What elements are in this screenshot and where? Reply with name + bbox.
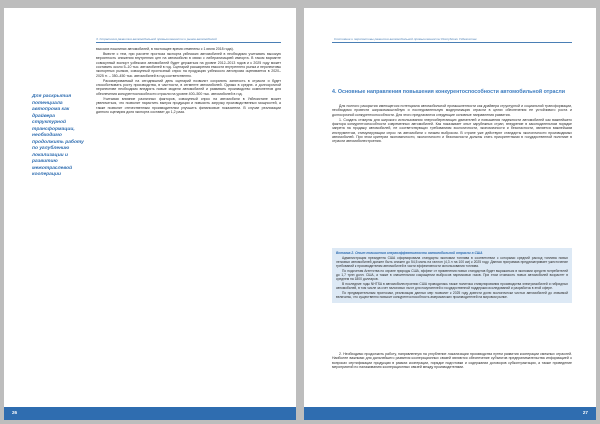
left-paragraph: высоких пошлинах автомобилей, в настоящее время отменены с 1 июля 2018 года). xyxy=(96,47,234,51)
left-paragraph: Вместе с тем, при расчете прогноза экспорта узбекских автомобилей в необходимо учитывать высокую вероятность снижения внутренних цен на автомобили в связи с либерализацией импорта. В таком варианте совокупный экспорт узбекских автомобилей будет держаться на уровне 2012–2013 годов и к 2025 году может составить около 5–10 тыс. автомобилей в год. Сценарий расширения емкости внутреннего рынка и перспективы экспортных рынков, совокупный прогнозный спрос на продукцию узбекского автопрома оценивается в 2020–2025 гг. – 350–450 тыс. автомобилей в год соответственно. xyxy=(96,52,281,78)
sidebar-quote: Для раскрытия потенциала автопрома как драйвера структурной трансформации, необходимо продолжить работу по углублению локализации и развитию межотраслевой кооперации xyxy=(32,94,84,177)
right-paragraph: 2. Необходимо продолжить работу, направленную на углубление локализации производства путем развития кооперации смежных отраслей. Наиболее важными для дальнейшего развития кооперационных связей являются обеспечение субъектов предпринимательства информацией о вопросах сертификации продукции в рамках кооперации, порядке подготовки и содержании договоров субконтрактации, а также проведение мероприятий по налаживанию кооперационных связей между производителями. xyxy=(332,352,572,369)
info-box xyxy=(332,248,572,303)
left-page-tab xyxy=(4,407,296,420)
right-page xyxy=(304,8,596,420)
left-page xyxy=(4,8,296,420)
left-header-rule xyxy=(96,42,281,43)
right-paragraph: Для полного раскрытия имеющегося потенциала автомобильной промышленности как драйвера структурной и социальной трансформации, необходимо провести широкомасштабную и последовательную модернизацию отрасли в целях обеспечения ее устойчивого роста и долгосрочной конкурентоспособности. Для этого предлагаются следующие основные направления развития. xyxy=(332,104,572,117)
right-bottom-text xyxy=(332,352,572,369)
right-header-rule xyxy=(332,42,572,43)
left-page-number: 26 xyxy=(12,410,18,415)
right-running-head: Состояние и перспективы развития автомобильной промышленности Республики Узбекистан xyxy=(334,37,477,41)
section-title: 4. Основные направления повышения конкурентоспособности автомобильной отрасли xyxy=(332,89,566,95)
info-box-paragraph: Администрация президента США сформировала стандарты экономии топлива в соответствии с которыми средний расход топлива новых легковых автомобилей должен быть снижен до 54,5 миль на галлон (4,3 л на 100 км) к 2025 году. Данная программа предусматривает ужесточение требований к производителям автомобилей в части эффективности использования топлива. xyxy=(336,256,568,269)
info-box-paragraph: В последние годы NHTSA в автомобилестроении США проводилась также политика стимулирования производства электромобилей и гибридных автомобилей, в том числе за счет налоговых льгот для покупателей и государственной поддержки исследований и разработок в этой сфере. xyxy=(336,282,568,291)
right-page-tab xyxy=(304,407,596,420)
left-paragraph: Учитывая влияние различных факторов, совокупный спрос на автомобили в Узбекистане может увеличиться, что позволит нарастить выпуск продукции и повысить загрузку производственных мощностей, а также позволит отечественным производителям улучшить финансовые показатели. В случае реализации данного сценария доля экспорта составит до 1,2 раза. xyxy=(96,96,281,114)
info-box-paragraph: По предварительным прогнозам, реализация данных мер позволит к 2025 году довести долю экологически чистых автомобилей до значимой величины, что существенно повысит конкурентоспособность американских производителей на мировом рынке. xyxy=(336,291,568,300)
right-page-number: 27 xyxy=(582,410,588,415)
right-body-text xyxy=(332,104,572,144)
info-box-paragraph: По подсчетам Агентства по охране природы США, эффект от применения новых стандартов будет выражаться в экономии средств потребителей до 1,7 трлн долл. США, а также в значительном сокращении выбросов парниковых газов. При этом стоимость новых автомобилей возрастет в среднем на 1800 долларов. xyxy=(336,269,568,282)
left-paragraph: Рассматриваемый на сегодняшний день сценарий позволит сохранить занятость в отрасли и будет способствовать росту производства, в частности, в сегменте автомобилей. Однако в средне- и долгосрочной перспективе необходимо внедрять новые модели автомобилей и развивать производство компонентов для обеспечения конкурентоспособности отрасли на уровне 400–500 тыс. автомобилей в год. xyxy=(96,78,281,96)
right-paragraph: 1. Создать стимулы для широкого использования энергосберегающих двигателей и повышения надежности автомобилей как важнейшего фактора конкурентоспособности современных автомобилей. Как показывает опыт зарубежных стран, внедрение в законодательном порядке запрета на продажу автомобилей, не соответствующих требованиям экологичности, экономичности и безопасности, является важнейшим инструментом, стимулирующим спрос на автомобили с низким выбросом. В стране уже действуют стандарты экологичности производимых автомобилей. При этом критерии экономичности, экологичности и безопасности должны стать приоритетными в государственной политике в отрасли автомобилестроения. xyxy=(332,117,572,144)
info-box-title: Вставка 2. Опыт повышения энергоэффективности автомобильной отрасли в США xyxy=(336,251,483,255)
left-body-text xyxy=(96,47,281,115)
left-running-head: 3. Стратегия развития автомобильной промышленности и рынка автомобилей xyxy=(96,37,217,41)
